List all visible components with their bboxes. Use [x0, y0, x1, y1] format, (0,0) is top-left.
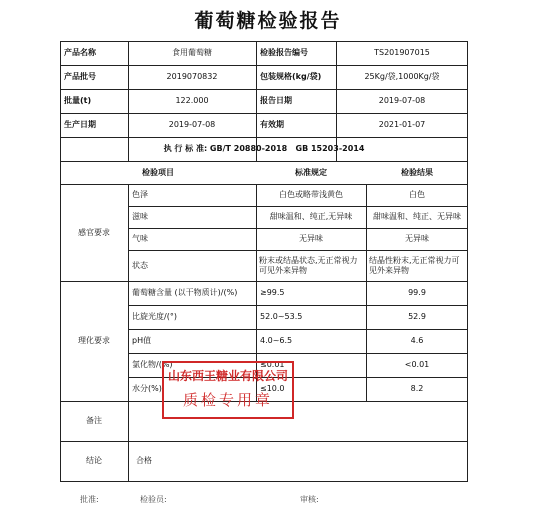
footer-reviewer: 审核:: [300, 495, 319, 504]
physchem-result: 8.2: [410, 384, 424, 393]
sensory-spec: 白色或略带浅黄色: [279, 190, 343, 199]
physchem-spec: 52.0~53.5: [260, 312, 303, 321]
expiry-value: 2021-01-07: [378, 120, 426, 129]
sensory-result: 白色: [409, 190, 425, 199]
lot-value: 122.000: [175, 96, 209, 105]
product-name-value: 食用葡萄糖: [172, 48, 212, 57]
physchem-spec: ≥99.5: [260, 288, 285, 297]
sensory-spec: 甜味温和、纯正,无异味: [269, 212, 353, 221]
standard-line: 执 行 标 准: GB/T 20880-2018 GB 15203-2014: [163, 144, 365, 153]
physchem-group-label: 理化要求: [78, 336, 110, 345]
physchem-result: 99.9: [408, 288, 426, 297]
physchem-item: pH值: [132, 336, 152, 345]
batch-code-value: 2019070832: [166, 72, 218, 81]
footer-inspector: 检验员:: [140, 495, 167, 504]
conclusion-label: 结论: [86, 456, 102, 465]
sensory-item: 状态: [132, 260, 148, 270]
col-header-spec: 标准规定: [295, 167, 327, 177]
company-seal-stamp: [162, 361, 294, 419]
physchem-result: 52.9: [408, 312, 426, 321]
footer-approver: 批准:: [80, 495, 99, 504]
h-line: [60, 481, 468, 482]
report-date-value: 2019-07-08: [378, 96, 426, 105]
sensory-item: 气味: [132, 234, 148, 243]
sensory-result: 甜味温和、纯正、无异味: [373, 212, 461, 221]
sensory-item: 滋味: [132, 212, 148, 221]
lot-label: 批量(t): [64, 96, 92, 105]
report-title: 葡萄糖检验报告: [194, 10, 342, 32]
sensory-result: 结晶性粉末,无正常视力可见外来异物: [369, 255, 460, 275]
physchem-result: <0.01: [404, 360, 430, 369]
stamp-company-name: 山东西王糖业有限公司: [167, 369, 288, 383]
conclusion-value: 合格: [136, 456, 152, 465]
physchem-spec: 4.0~6.5: [260, 336, 293, 345]
report-no-label: 检验报告编号: [260, 48, 308, 57]
sensory-item: 色泽: [132, 190, 148, 199]
physchem-item: 氯化物/(%): [132, 360, 173, 369]
sensory-group-label: 感官要求: [78, 227, 110, 237]
report-no-value: TS201907015: [374, 48, 430, 57]
spec-label: 包装规格(kg/袋): [260, 72, 322, 81]
spec-value: 25Kg/袋,1000Kg/袋: [364, 72, 440, 81]
physchem-item: 比旋光度/(°): [132, 312, 177, 321]
physchem-item: 葡萄糖含量 (以干物质计)/(%): [132, 288, 238, 297]
sensory-result: 无异味: [405, 234, 429, 243]
product-name-label: 产品名称: [64, 48, 96, 57]
expiry-label: 有效期: [260, 120, 284, 129]
col-header-item: 检验项目: [142, 167, 174, 177]
physchem-spec: ≤10.0: [260, 384, 285, 393]
prod-date-label: 生产日期: [64, 120, 96, 129]
remarks-label: 备注: [86, 416, 102, 425]
physchem-result: 4.6: [410, 336, 424, 345]
col-header-result: 检验结果: [401, 167, 433, 177]
batch-code-label: 产品批号: [64, 72, 96, 81]
sensory-spec: 粉末或结晶状态,无正常视力可见外来异物: [259, 255, 358, 275]
report-date-label: 报告日期: [260, 96, 292, 105]
physchem-spec: ≤0.01: [260, 360, 285, 369]
physchem-item: 水分(%): [132, 384, 162, 393]
stamp-purpose: 质检专用章: [182, 391, 273, 409]
prod-date-value: 2019-07-08: [168, 120, 216, 129]
sensory-spec: 无异味: [299, 234, 323, 243]
